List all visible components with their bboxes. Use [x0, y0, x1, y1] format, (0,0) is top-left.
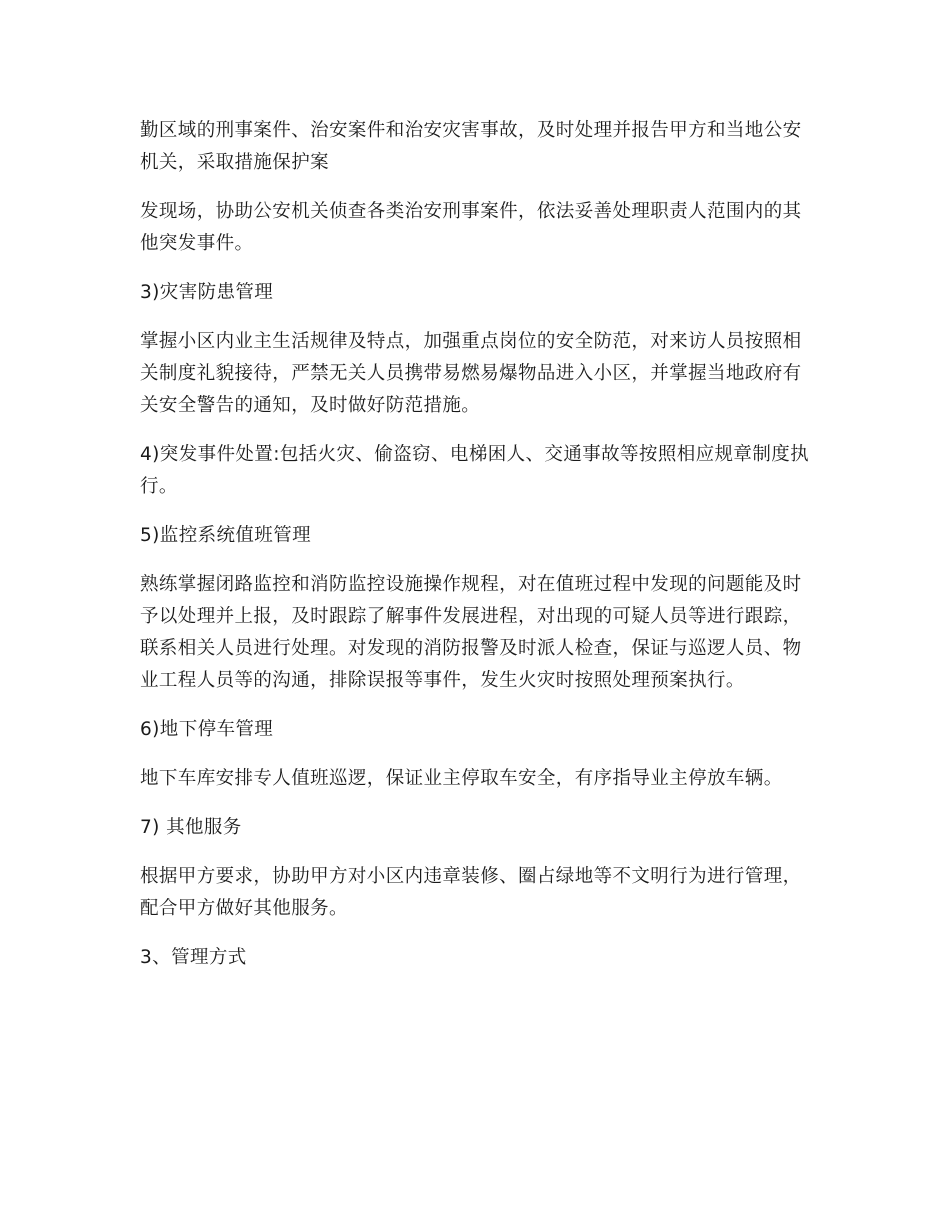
paragraph-monitoring: 熟练掌握闭路监控和消防监控设施操作规程，对在值班过程中发现的问题能及时予以处理并上报，及时跟踪了解事件发展进程，对出现的可疑人员等进行跟踪，联系相关人员进行处理。对发现的消防报警及时派人检查，保证与巡逻人员、物业工程人员等的沟通，排除误报等事件，发生火灾时按照处理预案执行。	[140, 574, 802, 691]
section-heading-disaster-prevention: 3)灾害防患管理	[140, 282, 274, 303]
section-heading-parking: 6)地下停车管理	[140, 719, 274, 740]
paragraph-security-incidents: 勤区域的刑事案件、治安案件和治安灾害事故，及时处理并报告甲方和当地公安机关，采取措施保护案	[140, 120, 802, 173]
section-heading-management-method: 3、管理方式	[140, 947, 247, 968]
paragraph-crime-scene: 发现场，协助公安机关侦查各类治安刑事案件，依法妥善处理职责人范围内的其他突发事件。	[140, 201, 802, 254]
paragraph-emergency-handling: 4)突发事件处置:包括火灾、偷盗窃、电梯困人、交通事故等按照相应规章制度执行。	[140, 444, 810, 497]
paragraph-other-services: 根据甲方要求，协助甲方对小区内违章装修、圈占绿地等不文明行为进行管理，配合甲方做好其他服务。	[140, 866, 802, 919]
paragraph-disaster-prevention: 掌握小区内业主生活规律及特点，加强重点岗位的安全防范，对来访人员按照相关制度礼貌接待，严禁无关人员携带易燃易爆物品进入小区，并掌握当地政府有关安全警告的通知，及时做好防范措施。	[140, 331, 802, 416]
document-body	[140, 115, 812, 991]
paragraph-parking: 地下车库安排专人值班巡逻，保证业主停取车安全，有序指导业主停放车辆。	[140, 768, 783, 789]
section-heading-monitoring: 5)监控系统值班管理	[140, 525, 311, 546]
section-heading-other-services: 7) 其他服务	[140, 817, 242, 838]
